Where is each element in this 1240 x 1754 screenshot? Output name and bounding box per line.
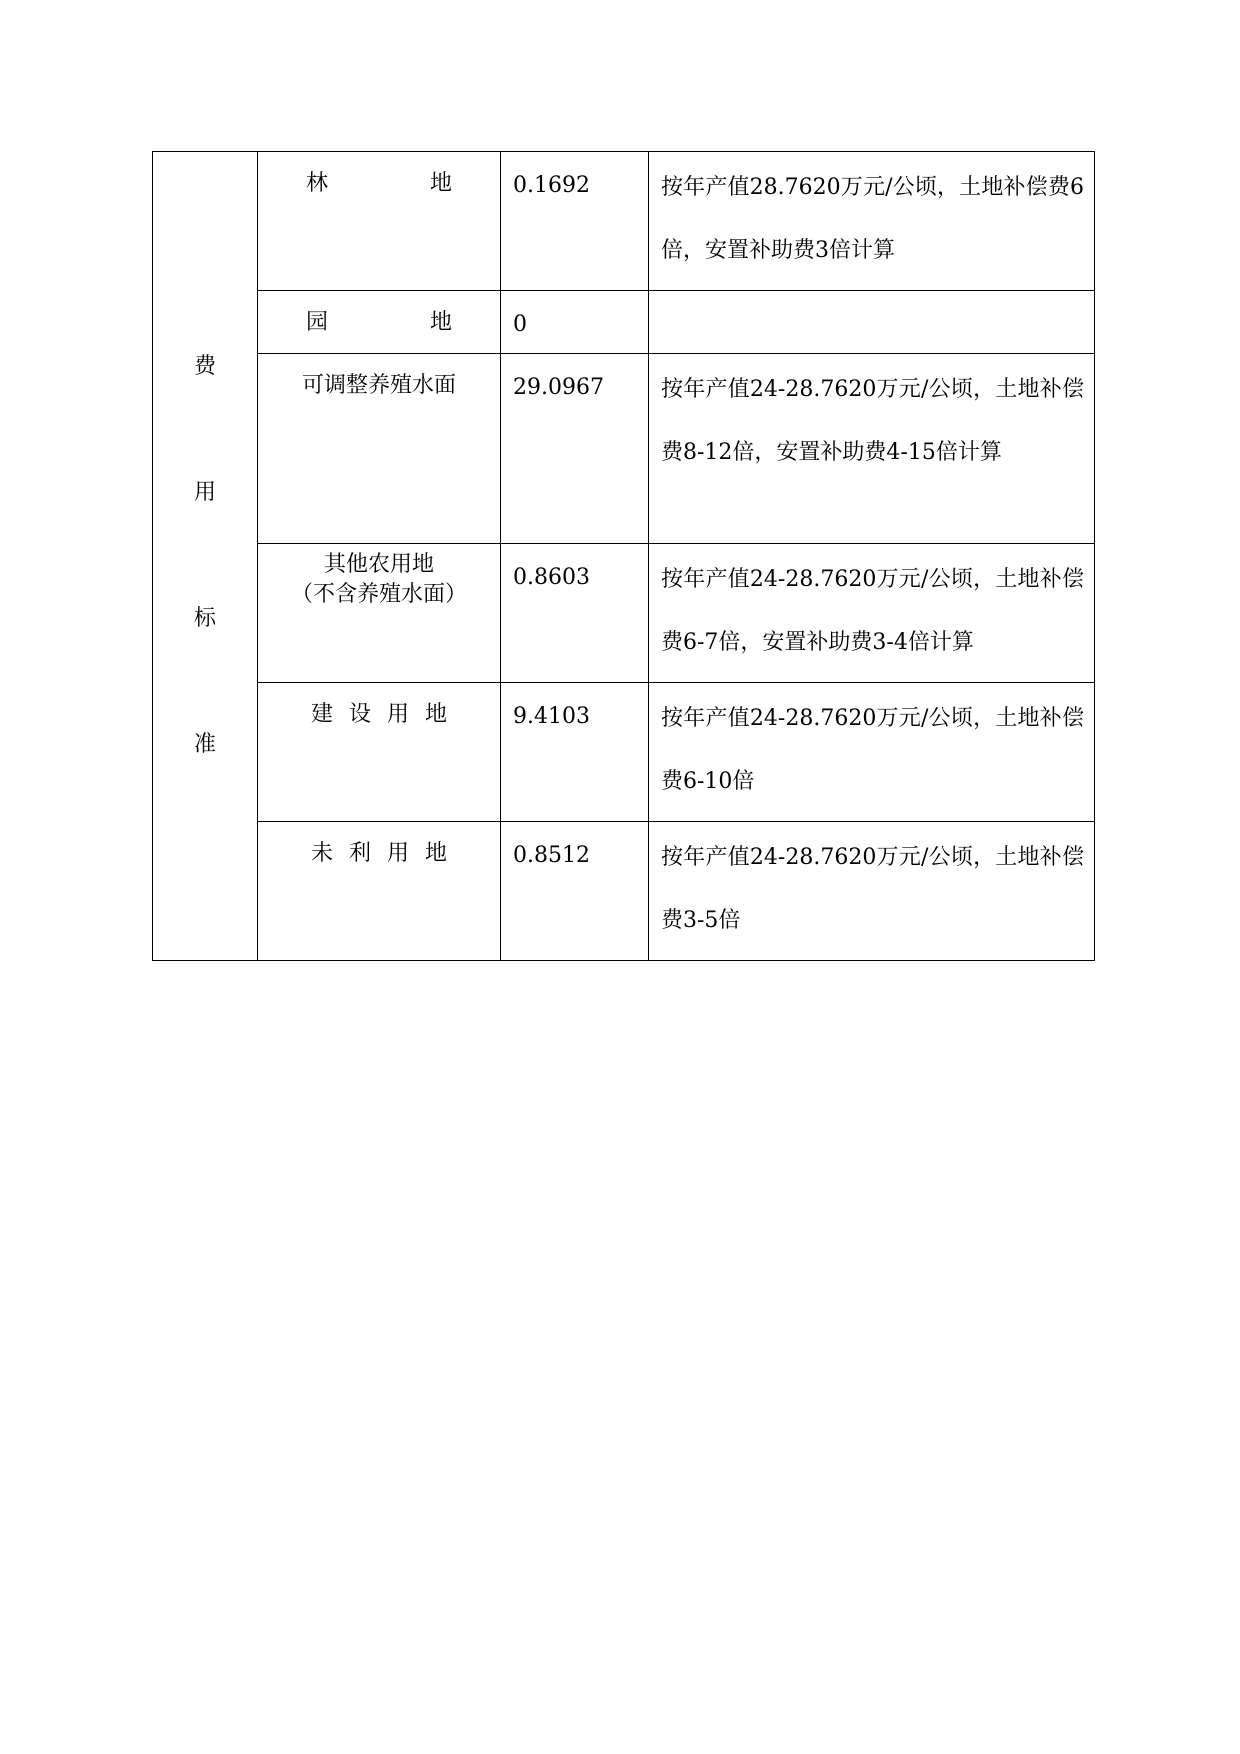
description-cell: [649, 152, 1095, 291]
land-type-label: 可调整养殖水面: [301, 373, 456, 398]
fee-standard-table-container: [152, 151, 1095, 961]
table-row: [153, 822, 1095, 961]
description-cell: [649, 354, 1095, 544]
table-row: [153, 544, 1095, 683]
description-cell: [649, 544, 1095, 683]
land-type-cell: [258, 354, 501, 544]
land-type-cell: [258, 822, 501, 961]
land-type-label: 未利用地: [310, 841, 463, 866]
land-type-note: （不含养殖水面）: [290, 582, 467, 607]
side-label-char: 用: [193, 480, 216, 505]
side-label-char: 费: [193, 354, 216, 379]
land-type-char: 园: [306, 310, 329, 335]
land-type-label: 其他农用地: [323, 552, 434, 577]
description-text: 按年产值28.7620万元/公顷，土地补偿费6倍，安置补助费3倍计算: [661, 175, 1084, 263]
area-cell: 0.8512: [501, 822, 649, 961]
description-cell: [649, 683, 1095, 822]
land-type-cell: [258, 291, 501, 354]
land-type-cell: [258, 683, 501, 822]
table-row: [153, 152, 1095, 291]
side-label-cell: [153, 152, 258, 961]
description-text: 按年产值24-28.7620万元/公顷，土地补偿费6-7倍，安置补助费3-4倍计算: [661, 567, 1084, 655]
side-label-char: 标: [193, 606, 216, 631]
area-cell: 29.0967: [501, 354, 649, 544]
description-text: 按年产值24-28.7620万元/公顷，土地补偿费8-12倍，安置补助费4-15倍计算: [661, 377, 1084, 465]
land-type-cell: [258, 544, 501, 683]
side-label-char: 准: [193, 732, 216, 757]
area-cell: 9.4103: [501, 683, 649, 822]
land-type-char: 林: [306, 171, 329, 196]
land-type-label: 建设用地: [310, 702, 463, 727]
description-cell: [649, 291, 1095, 354]
table-row: [153, 354, 1095, 544]
fee-standard-table: [152, 151, 1095, 961]
table-row: [153, 291, 1095, 354]
area-cell: 0.1692: [501, 152, 649, 291]
land-type-cell: [258, 152, 501, 291]
land-type-char: 地: [429, 310, 452, 335]
description-text: 按年产值24-28.7620万元/公顷，土地补偿费6-10倍: [661, 706, 1084, 794]
description-cell: [649, 822, 1095, 961]
area-cell: 0: [501, 291, 649, 354]
description-text: 按年产值24-28.7620万元/公顷，土地补偿费3-5倍: [661, 845, 1084, 933]
land-type-char: 地: [429, 171, 452, 196]
area-cell: 0.8603: [501, 544, 649, 683]
table-row: [153, 683, 1095, 822]
